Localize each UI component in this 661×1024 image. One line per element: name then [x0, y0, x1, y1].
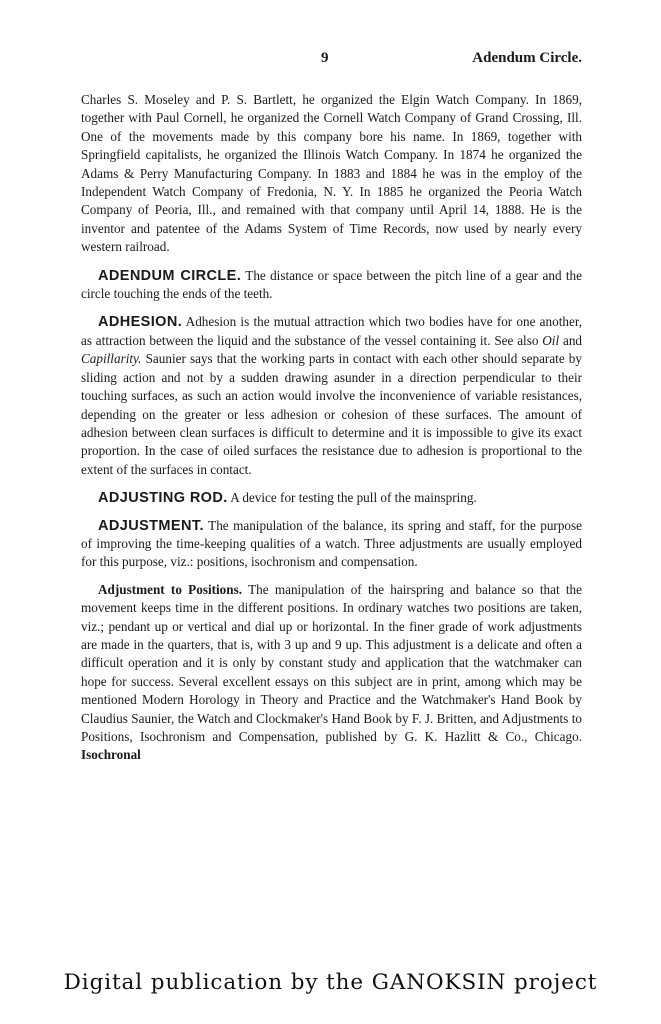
entry-definition: and	[562, 332, 583, 348]
entry-term: ADJUSTING ROD.	[98, 490, 228, 507]
continuation-text: Charles S. Moseley and P. S. Bartlett, he organized the Elgin Watch Company. In 1869, together with Paul Cornell, he organized the Cornell Watch Company of Grand Crossing, Ill. One of the movements made by this company bore his name. In 1869, together with Springfield capitalists, he organized the Illinois Watch Company. In 1874 he organized the Adams & Perry Manufacturing Company. In 1883 and 1884 he was in the employ of the Independent Watch Company of Fredonia, N. Y. In 1885 he organized the Peoria Watch Company of Peoria, Ill., and remained with that company until April 14, 1888. He is the inventor and patentee of the Adams System of Time Records, now used by nearly every western railroad.	[81, 92, 582, 255]
publication-footer: Digital publication by the GANOKSIN project	[63, 970, 598, 995]
entry-term: ADJUSTMENT.	[98, 517, 204, 534]
entry-definition: The manipulation of the hairspring and balance so that the movement keeps time in the different positions. In ordinary watches two positions are taken, viz.; pendant up or vertical and dial up or horizontal. In the finer grade of work adjustments are made in the quarters, that is, with 3 up and 9 up. This adjustment is a delicate and often a difficult operation and it is only by constant study and application that the watchmaker can hope for success. Several excellent essays on this subject are in print, among which may be mentioned Modern Horology in Theory and Practice and the Watchmaker's Hand Book by Claudius Saunier, the Watch and Clockmaker's Hand Book by F. J. Britten, and Adjustments to Positions, Isochronism and Compensation, published by G. K. Hazlitt & Co., Chicago.	[81, 581, 583, 744]
entry-subterm: Adjustment to Positions.	[98, 581, 243, 597]
entry-adjusting-rod	[81, 489, 582, 507]
entry-term: ADHESION.	[98, 314, 183, 331]
entry-adhesion	[81, 313, 582, 479]
running-title: Adendum Circle.	[472, 50, 582, 66]
entry-adjustment-to-positions	[81, 581, 582, 765]
page-header	[81, 50, 582, 70]
entry-definition: Saunier says that the working parts in contact with each other should separate by sliding action and not by a sudden drawing asunder in a direction perpendicular to their touching surfaces, as such an action would involve the inconvenience of variable resistances, depending on the greater or less adhesion or cohesion of these surfaces. The amount of adhesion between clean surfaces is difficult to determine and it is impossible to give its exact proportion. In the case of oiled surfaces the resistance due to adhesion is proportional to the extent of the surfaces in contact.	[81, 351, 582, 477]
entry-definition: Adhesion is the mutual attraction which two bodies have for one another, as attraction between the liquid and the substance of the vessel containing it. See also	[81, 314, 582, 348]
page-body	[81, 91, 582, 765]
cross-reference-oil: Oil	[542, 332, 560, 348]
entry-definition: The manipulation of the balance, its spring and staff, for the purpose of improving the time-keeping qualities of a watch. Three adjustments are usually employed for this purpose, viz.: positions, isochronism and compensation.	[81, 517, 583, 570]
entry-adjustment	[81, 517, 582, 572]
entry-definition: The distance or space between the pitch line of a gear and the circle touching the ends of the teeth.	[81, 267, 583, 302]
continuation-paragraph	[81, 91, 582, 257]
entry-definition: A device for testing the pull of the mainspring.	[230, 490, 477, 506]
page-number: 9	[321, 50, 329, 66]
entry-adendum-circle	[81, 267, 582, 304]
cross-reference-capillarity: Capillarity.	[81, 351, 142, 367]
next-entry-term: Isochronal	[81, 747, 141, 763]
entry-term: ADENDUM CIRCLE.	[98, 267, 242, 284]
